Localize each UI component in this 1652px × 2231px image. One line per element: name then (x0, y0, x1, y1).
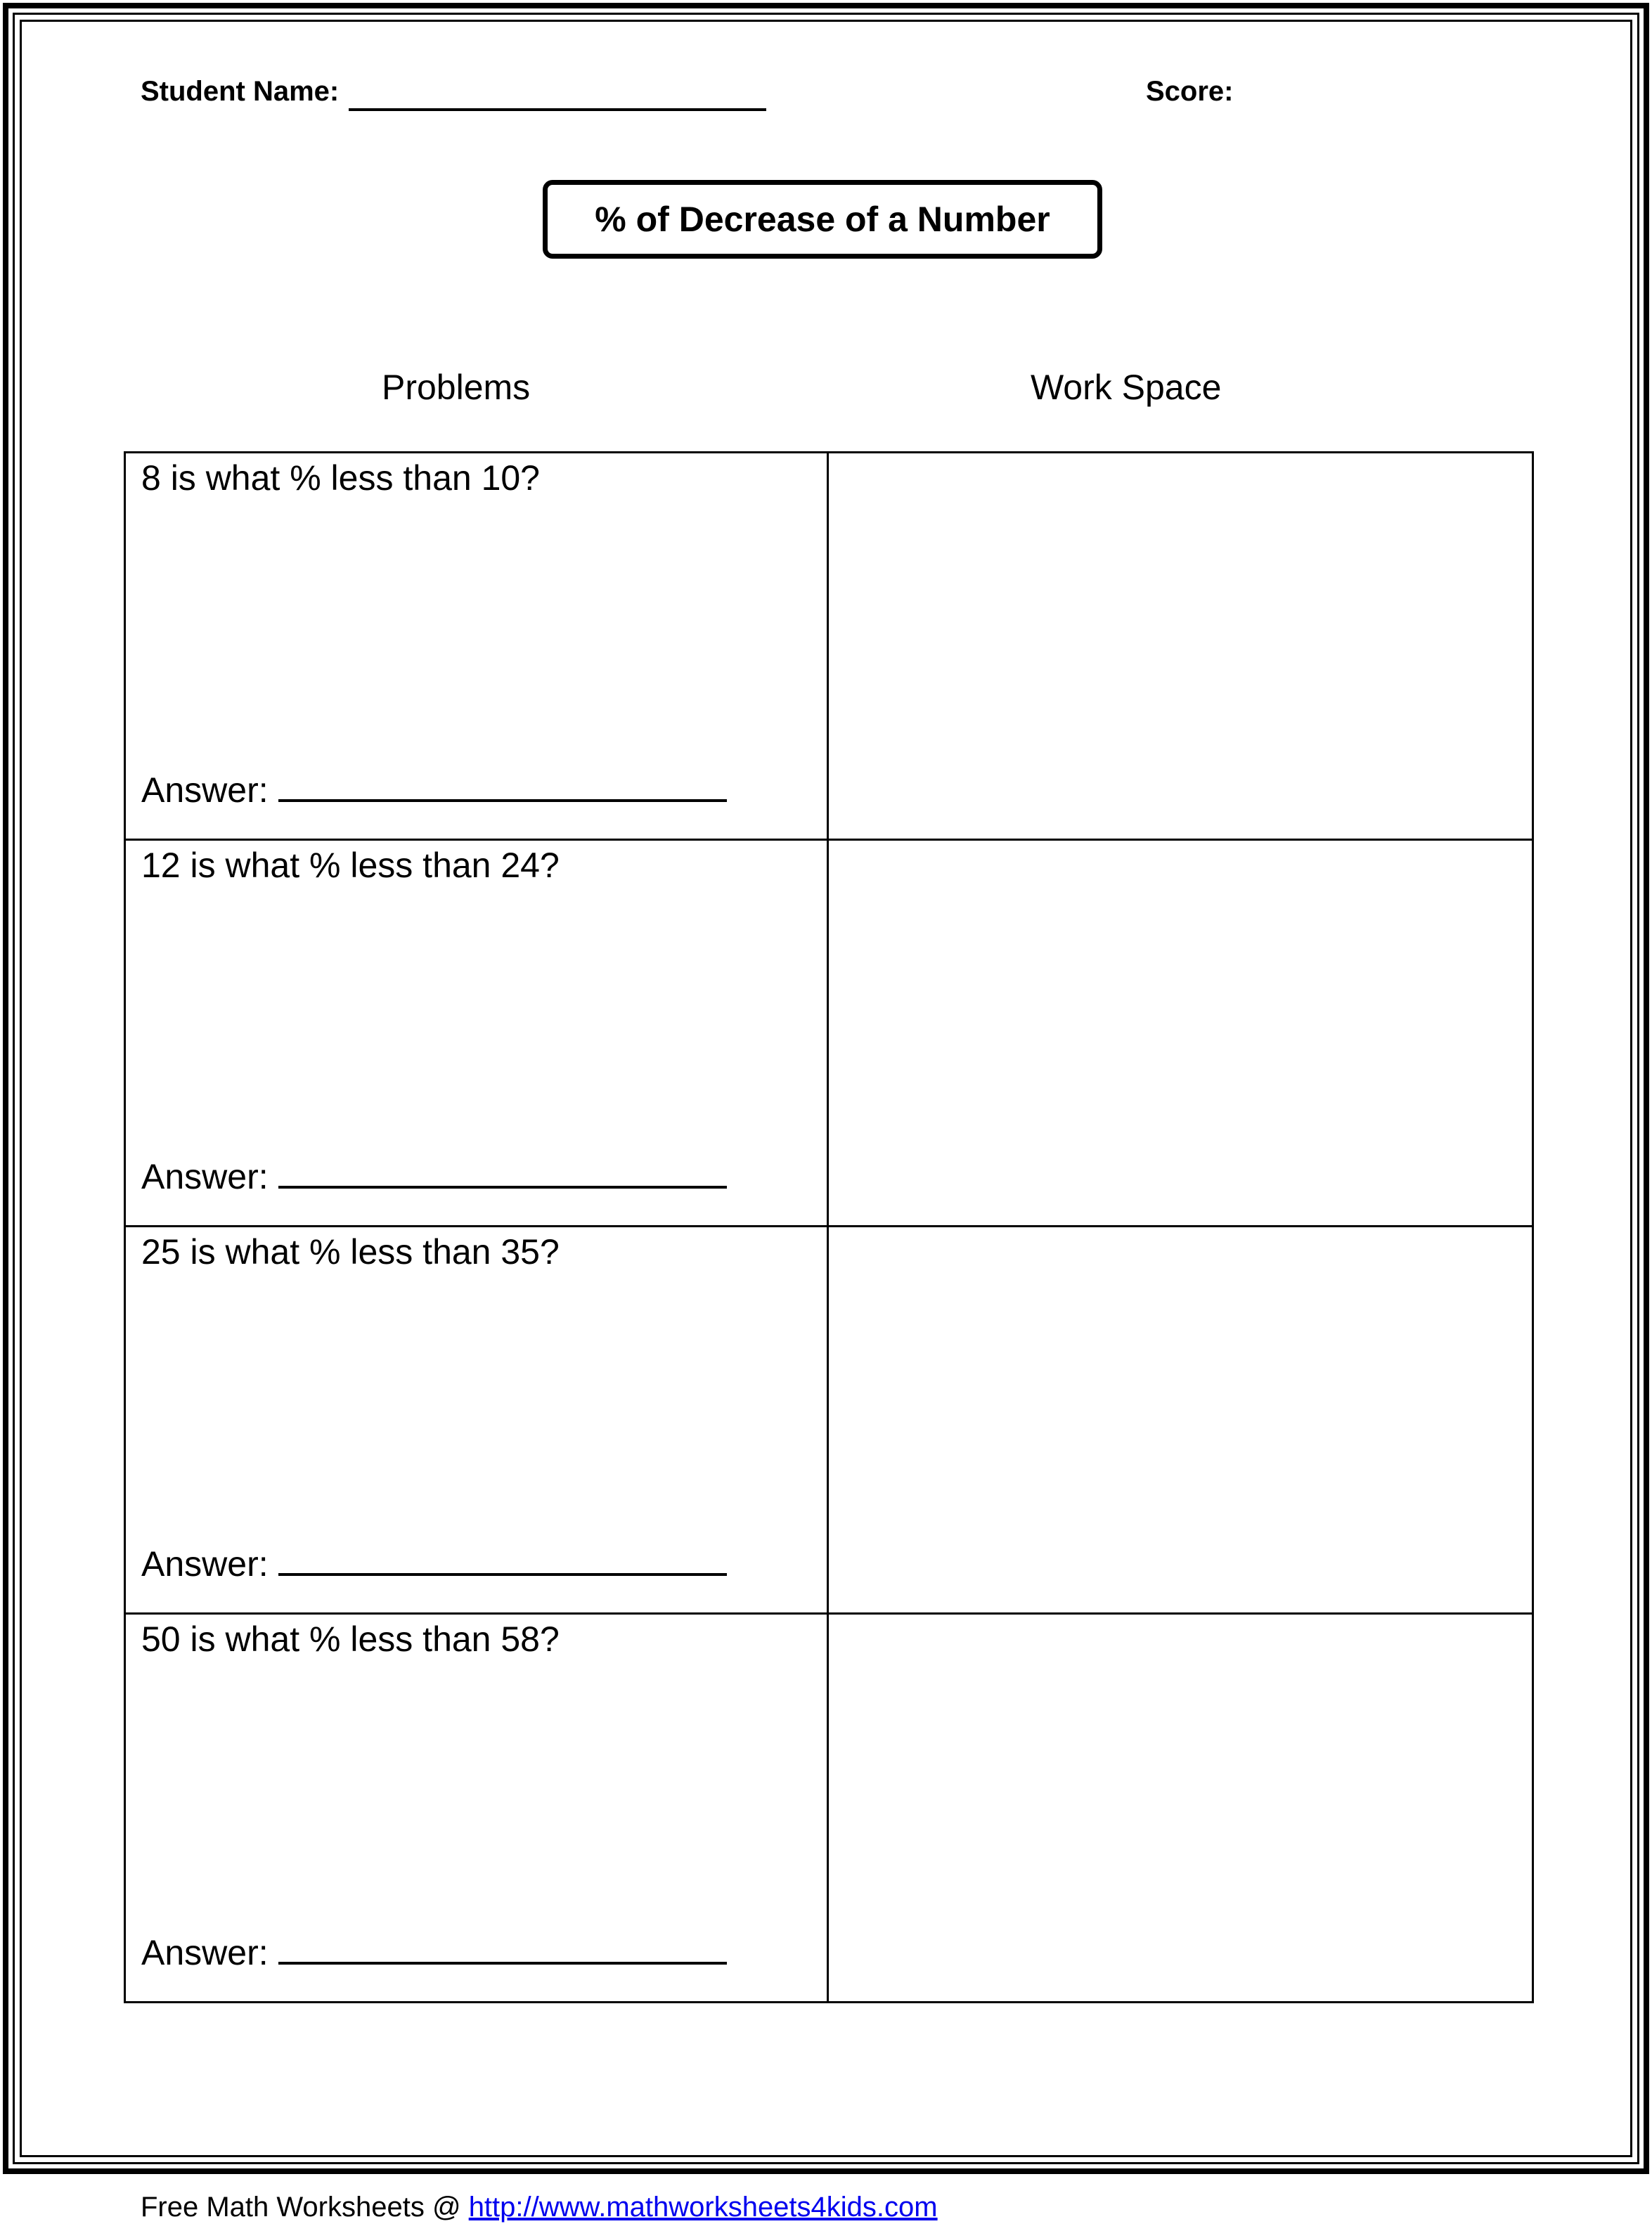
work-space-cell-1[interactable] (829, 453, 1532, 841)
answer-label: Answer: (141, 1157, 269, 1196)
answer-field[interactable] (278, 1542, 727, 1576)
problem-cell-4 (126, 1615, 829, 2002)
footer (141, 2192, 938, 2223)
answer-label: Answer: (141, 1544, 269, 1584)
answer-row (141, 1155, 727, 1197)
answer-field[interactable] (278, 1931, 727, 1965)
work-space-column-header: Work Space (1031, 368, 1222, 407)
problems-column-header: Problems (382, 368, 531, 407)
worksheet-title: % of Decrease of a Number (595, 200, 1050, 239)
student-name-field[interactable] (349, 108, 766, 111)
problem-cell-1 (126, 453, 829, 841)
answer-row (141, 768, 727, 810)
footer-text: Free Math Worksheets @ (141, 2192, 469, 2223)
answer-label: Answer: (141, 1933, 269, 1972)
work-space-cell-2[interactable] (829, 841, 1532, 1228)
problem-cell-3 (126, 1227, 829, 1615)
problem-cell-2 (126, 841, 829, 1228)
worksheet-header (141, 76, 1511, 118)
answer-row (141, 1542, 727, 1584)
work-space-cell-3[interactable] (829, 1227, 1532, 1615)
problem-question: 8 is what % less than 10? (141, 458, 540, 498)
answer-field[interactable] (278, 768, 727, 802)
score-label: Score: (1146, 76, 1234, 107)
answer-label: Answer: (141, 770, 269, 810)
student-name-label: Student Name: (141, 76, 340, 107)
problem-question: 50 is what % less than 58? (141, 1619, 560, 1659)
problems-table (124, 451, 1534, 2003)
answer-field[interactable] (278, 1155, 727, 1189)
problem-question: 25 is what % less than 35? (141, 1232, 560, 1272)
problem-question: 12 is what % less than 24? (141, 845, 560, 885)
answer-row (141, 1931, 727, 1973)
worksheet-title-box (543, 180, 1102, 259)
work-space-cell-4[interactable] (829, 1615, 1532, 2002)
footer-link[interactable]: http://www.mathworksheets4kids.com (468, 2192, 938, 2223)
